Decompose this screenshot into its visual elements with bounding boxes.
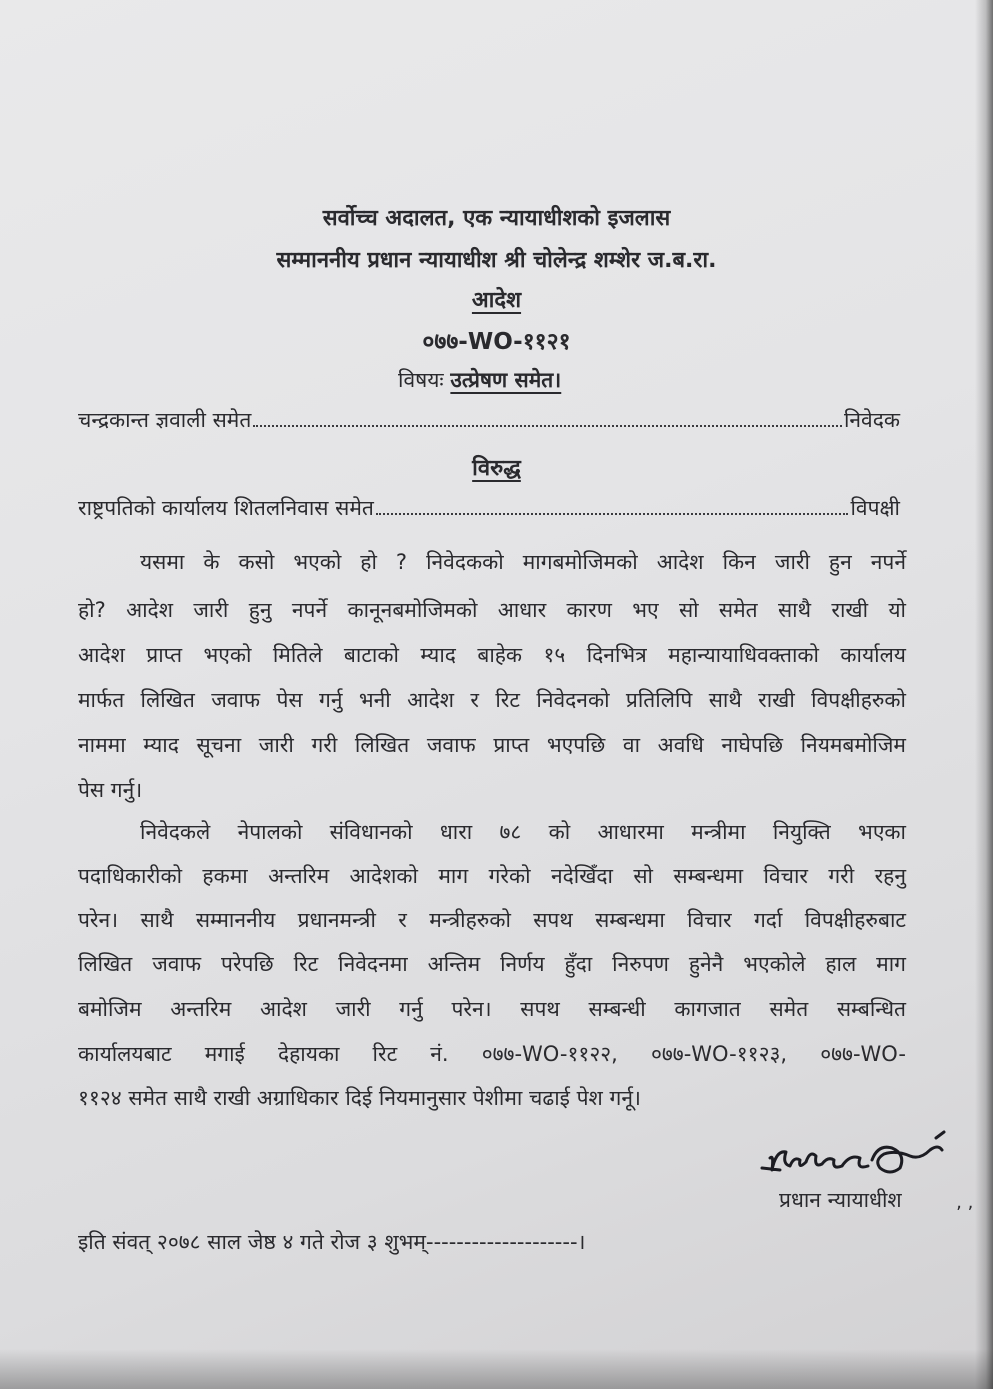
paragraph-line: बमोजिम अन्तरिम आदेश जारी गर्नु परेन। सपथ सम्बन्धी कागजात समेत सम्बन्धित <box>78 997 906 1021</box>
subject-label: विषयः <box>398 368 444 392</box>
dotted-leader <box>376 513 849 515</box>
subject-line <box>398 366 561 394</box>
paragraph-line: पेस गर्नु। <box>78 778 143 802</box>
paragraph-line: निवेदकले नेपालको संविधानको धारा ७८ को आधारमा मन्त्रीमा नियुक्ति भएका <box>140 820 906 844</box>
bench-heading: सम्माननीय प्रधान न्यायाधीश श्री चोलेन्द्र शम्शेर ज.ब.रा. <box>276 248 717 273</box>
respondent-row <box>78 494 900 522</box>
paragraph-line: यसमा के कसो भएको हो ? निवेदकको मागबमोजिमको आदेश किन जारी हुन नपर्ने <box>140 550 906 574</box>
paragraph-line: पदाधिकारीको हकमा अन्तरिम आदेशको माग गरेको नदेखिँदा सो सम्बन्धमा विचार गरी रहनु <box>78 864 906 888</box>
paragraph-line: कार्यालयबाट मगाई देहायका रिट नं. ०७७-WO-११२२, ०७७-WO-११२३, ०७७-WO- <box>78 1042 906 1066</box>
subject-value: उत्प्रेषण समेत। <box>450 368 562 392</box>
paragraph-line: नाममा म्याद सूचना जारी गरी लिखित जवाफ प्राप्त भएपछि वा अवधि नाघेपछि नियमबमोजिम <box>78 733 906 757</box>
petitioner-role: निवेदक <box>843 408 900 432</box>
paragraph-line: लिखित जवाफ परेपछि रिट निवेदनमा अन्तिम निर्णय हुँदा निरुपण हुनेनै भएकोले हाल माग <box>78 952 906 976</box>
dotted-leader <box>253 425 842 427</box>
paragraph-line: मार्फत लिखित जवाफ पेस गर्नु भनी आदेश र रिट निवेदनको प्रतिलिपि साथै राखी विपक्षीहरुको <box>78 688 906 712</box>
order-title <box>0 284 993 314</box>
versus-text: विरुद्ध <box>472 456 521 481</box>
versus-heading <box>0 452 993 482</box>
respondent-name: राष्ट्रपतिको कार्यालय शितलनिवास समेत <box>78 496 374 520</box>
paragraph-line: हो? आदेश जारी हुनु नपर्ने कानूनबमोजिमको आधार कारण भए सो समेत साथै राखी यो <box>78 598 906 622</box>
paragraph-line: ११२४ समेत साथै राखी अग्राधिकार दिई नियमानुसार पेशीमा चढाई पेश गर्नू। <box>78 1086 641 1110</box>
petitioner-name: चन्द्रकान्त ज्ञवाली समेत <box>78 408 252 432</box>
page-bottom-shadow <box>0 1349 993 1389</box>
petitioner-row <box>78 406 900 434</box>
handwritten-signature <box>760 1130 950 1190</box>
court-heading: सर्वोच्च अदालत, एक न्यायाधीशको इजलास <box>322 206 671 231</box>
paragraph-line: आदेश प्राप्त भएको मितिले बाटाको म्याद बाहेक १५ दिनभित्र महान्यायाधिवक्ताको कार्यालय <box>78 643 906 667</box>
margin-marks: ‚ ‚ <box>956 1192 974 1213</box>
paragraph-line: परेन। साथै सम्माननीय प्रधानमन्त्री र मन्त्रीहरुको सपथ सम्बन्धमा विचार गर्दा विपक्षीहरुबाट <box>78 908 906 932</box>
page-edge-shadow <box>975 0 993 1389</box>
order-title-text: आदेश <box>471 288 522 313</box>
case-number: ०७७-WO-११२१ <box>422 329 571 355</box>
closing-line: इति संवत् २०७८ साल जेष्ठ ४ गते रोज ३ शुभम्--------------------। <box>78 1230 586 1254</box>
respondent-role: विपक्षी <box>850 496 900 520</box>
signatory-title: प्रधान न्यायाधीश <box>779 1188 902 1212</box>
